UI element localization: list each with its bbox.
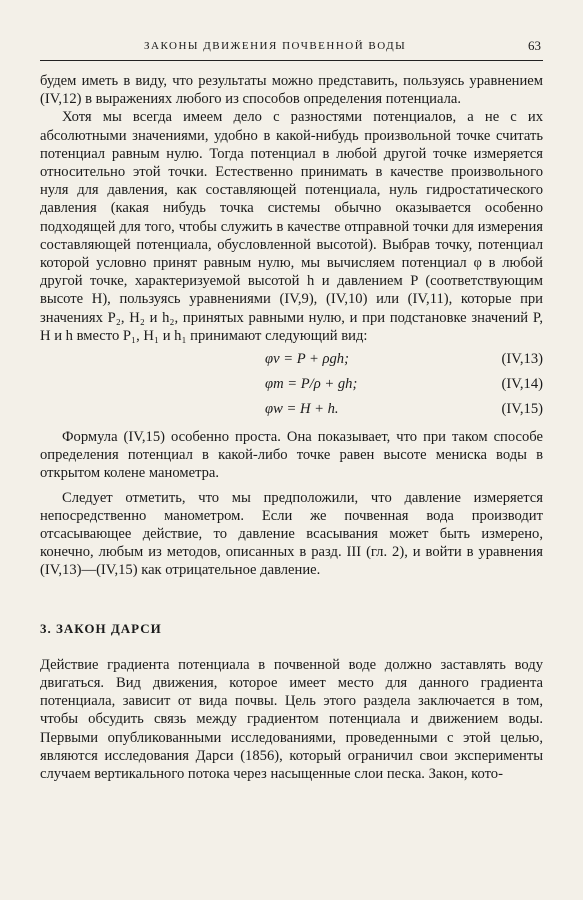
running-head [40, 38, 543, 61]
formula-number: (IV,15) [501, 401, 543, 418]
chapter-title: ЗАКОНЫ ДВИЖЕНИЯ ПОЧВЕННОЙ ВОДЫ [144, 40, 407, 52]
paragraph-potential-zero: Хотя мы всегда имеем дело с разностями потенциалов, а не с их абсолютными значениями, удобно в какой-нибудь произвольной точке считать потенциал равным нулю. Тогда потенциал в любой другой точке измеряется относительно этой точки. Естественно принимать в качестве произвольного нуля для давления, как составляющей потенциала, нуль гидростатического давления (какая нибудь точка системы обычно оказывается особенно подходящей для того, чтобы служить в качестве отправной точки для измерения составляющей потенциала, обусловленной высотой). Выбрав точку, потенциал которой условно принят равным нулю, мы вычисляем потенциал φ в любой другой точке, характеризуемой высотой h и давлением P (соответствующим высоте H), пользуясь уравнениями (IV,9), (IV,10) или (IV,11), которые при значениях P₂, H₂ и h₂, принятых равными нулю, и при подстановке значений P, H и h вместо P₁, H₁ и h₁ принимают следующий вид: [40, 109, 543, 344]
paragraph-suction-note: Следует отметить, что мы предположили, что давление измеряется непосредственно манометром. Если же почвенная вода производит отсасывающее действие, то давление всасывания может быть измерено, конечно, любым из методов, описанных в разд. III (гл. 2), и войти в уравнения (IV,13)—(IV,15) как отрицательное давление. [40, 489, 543, 579]
formula-expression: φv = P + ρgh; [265, 351, 349, 368]
page-number: 63 [528, 38, 541, 53]
paragraph-darcy: Действие градиента потенциала в почвенной воде должно заставлять воду двигаться. Вид движения, которое имеет место для данного градиента потенциала, зависит от вида почвы. Цель этого раздела заключается в том, чтобы обсудить связь между градиентом потенциала и движением воды. Первыми опубликованными исследованиями, проведенными с этой целью, являются исследования Дарси (1856), который ограничил свои эксперименты случаем вертикального потока через насыщенные слои песка. Закон, кото- [40, 656, 543, 783]
paragraph-continuation: будем иметь в виду, что результаты можно представить, пользуясь уравнением (IV,12) в выражениях любого из способов определения потенциала. [40, 73, 543, 108]
page-body [40, 72, 543, 783]
formula-number: (IV,14) [501, 376, 543, 393]
formula-row [40, 397, 543, 422]
formula-row [40, 347, 543, 372]
formula-row [40, 372, 543, 397]
formula-number: (IV,13) [501, 351, 543, 368]
section-heading: 3. ЗАКОН ДАРСИ [40, 620, 162, 636]
paragraph-formula-note: Формула (IV,15) особенно проста. Она показывает, что при таком способе определения потенциал в какой-либо точке равен высоте мениска воды в открытом колене манометра. [40, 429, 543, 482]
formula-expression: φw = H + h. [265, 401, 339, 418]
formula-expression: φm = P/ρ + gh; [265, 376, 358, 393]
formula-block [40, 347, 543, 422]
